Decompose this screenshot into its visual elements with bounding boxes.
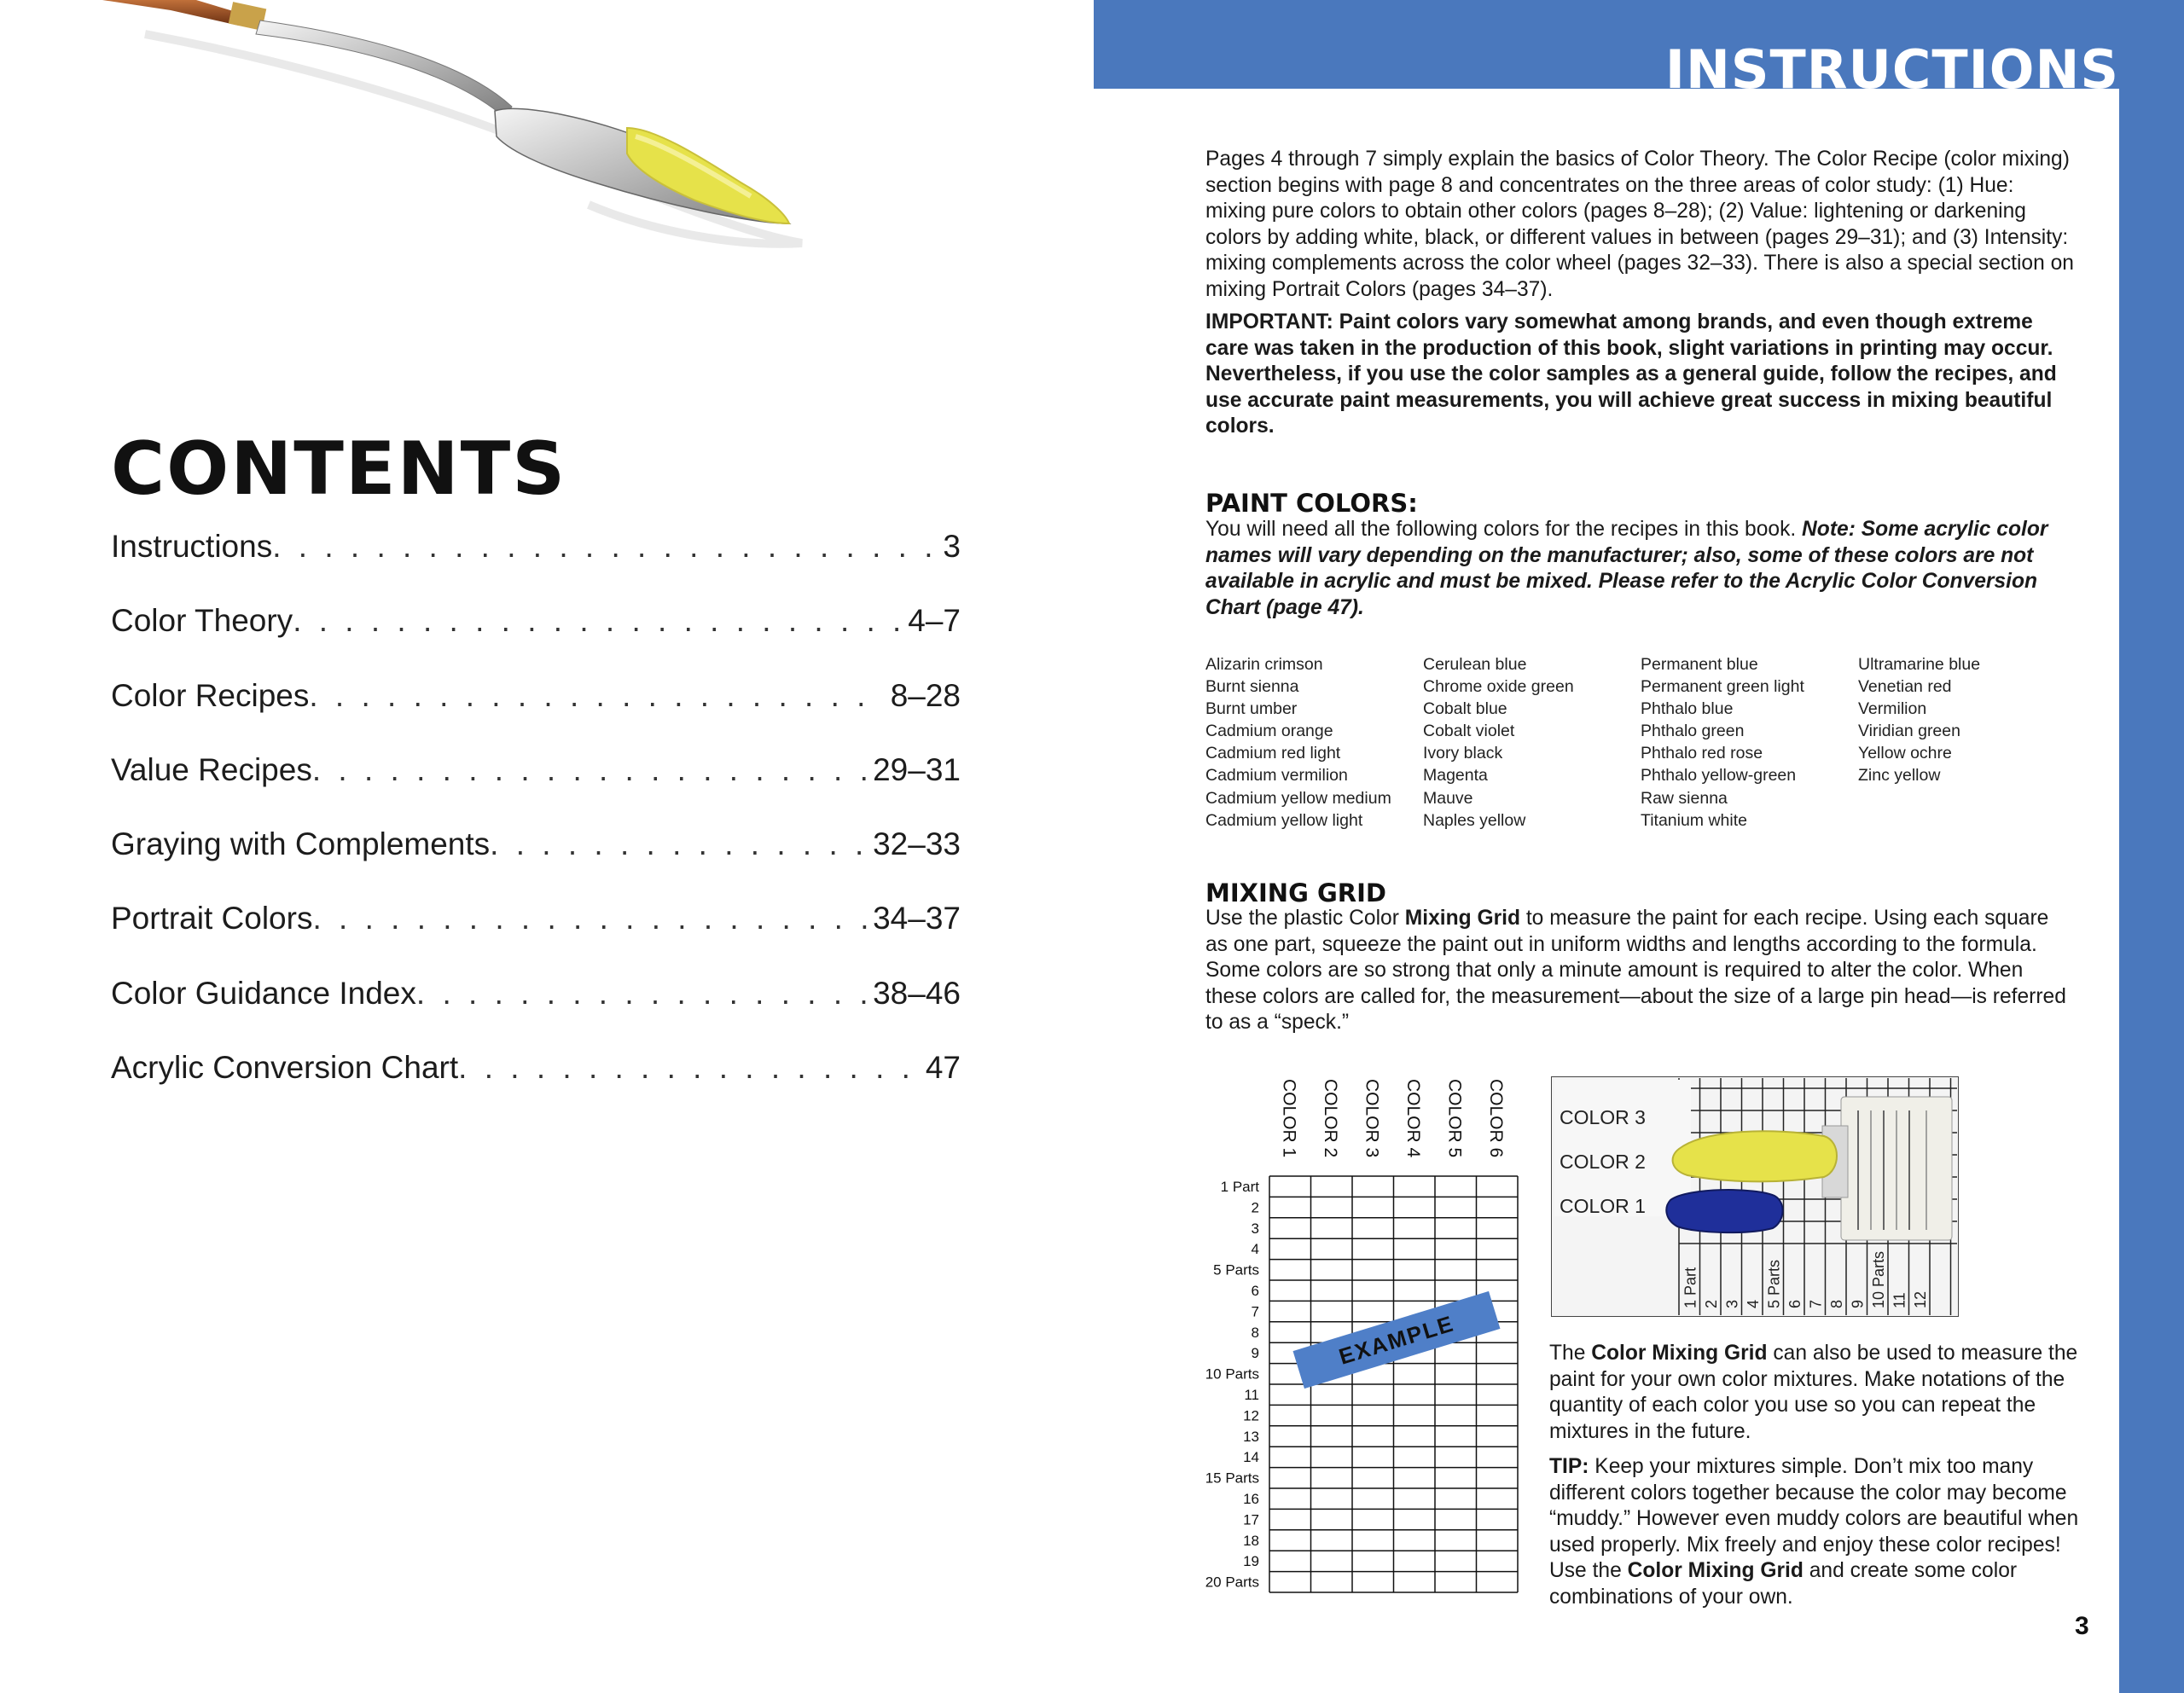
paint-colors-intro bbox=[1205, 517, 2076, 621]
toc-label: Portrait Colors bbox=[111, 901, 313, 936]
toc-page-number: 3 bbox=[943, 529, 961, 564]
grid-row-label: 10 Parts bbox=[1205, 1365, 1259, 1383]
photo-column-label: 9 bbox=[1849, 1299, 1867, 1308]
paint-color-item: Phthalo blue bbox=[1641, 699, 1734, 719]
mixing-text-1: Use the plastic Color bbox=[1205, 907, 1405, 930]
paint-color-item: Ultramarine blue bbox=[1858, 655, 1981, 674]
grid-text-2: can also be used to measure the paint for your own color mixtures. Make notations of the quantity of each color you use so you can repeat the mixtures in the future. bbox=[1549, 1342, 2078, 1443]
paint-color-item: Cerulean blue bbox=[1423, 655, 1527, 674]
photo-column-label: 8 bbox=[1827, 1299, 1845, 1308]
mixing-text-bold: Mixing Grid bbox=[1404, 907, 1521, 930]
toc-page-number: 32–33 bbox=[873, 826, 961, 862]
mixing-grid-diagram bbox=[1177, 1070, 1536, 1599]
toc-page-number: 38–46 bbox=[873, 975, 961, 1011]
paint-color-item: Phthalo green bbox=[1641, 722, 1745, 741]
toc-leader-dots bbox=[309, 678, 885, 714]
paint-intro-text: You will need all the following colors for the recipes in this book. bbox=[1205, 518, 1797, 541]
tip-label: TIP: bbox=[1549, 1455, 1589, 1478]
paint-color-item: Magenta bbox=[1423, 766, 1488, 786]
grid-row-label: 3 bbox=[1251, 1220, 1259, 1237]
paint-color-item: Cobalt violet bbox=[1423, 722, 1515, 741]
photo-column-label: 3 bbox=[1723, 1299, 1741, 1308]
toc-entry-color-recipes[interactable] bbox=[111, 678, 961, 752]
grid-row-label: 7 bbox=[1251, 1303, 1259, 1320]
toc-leader-dots bbox=[312, 901, 868, 936]
photo-column-label: 2 bbox=[1702, 1299, 1720, 1308]
grid-row-label: 11 bbox=[1244, 1387, 1259, 1403]
paint-color-item: Cadmium vermilion bbox=[1205, 766, 1348, 786]
photo-row-label: COLOR 1 bbox=[1560, 1195, 1646, 1217]
paint-color-item: Permanent green light bbox=[1641, 677, 1804, 697]
photo-column-label: 12 bbox=[1911, 1290, 1929, 1308]
paint-color-list-4 bbox=[1858, 653, 2076, 787]
paint-color-item: Permanent blue bbox=[1641, 655, 1758, 674]
paint-color-item: Venetian red bbox=[1858, 677, 1952, 697]
toc-entry-acrylic-conversion-chart[interactable] bbox=[111, 1050, 961, 1124]
grid-row-label: 12 bbox=[1243, 1407, 1259, 1424]
toc-entry-portrait-colors[interactable] bbox=[111, 901, 961, 975]
photo-column-label: 7 bbox=[1807, 1299, 1825, 1308]
important-notice: IMPORTANT: Paint colors vary somewhat among brands, and even though extreme care was taken in the production of this book, slight variations in printing may occur. Nevertheless, if you use the color samples as a general guide, follow the recipes, and use accurate paint measurements, you will achieve great success in mixing beautiful colors. bbox=[1205, 310, 2057, 438]
paint-color-item: Naples yellow bbox=[1423, 810, 1526, 830]
paint-color-item: Cobalt blue bbox=[1423, 699, 1507, 719]
tip-text-2: and create some color combinations of your own. bbox=[1549, 1559, 2018, 1609]
paint-color-item: Chrome oxide green bbox=[1423, 677, 1574, 697]
photo-column-label: 4 bbox=[1744, 1299, 1762, 1308]
table-of-contents bbox=[111, 529, 961, 1124]
paint-note: Note: Some acrylic color names will vary depending on the manufacturer; also, some of these colors are not available in acrylic and must be mixed. Please refer to the Acrylic Color Conversion Chart (page 47). bbox=[1205, 518, 2048, 619]
grid-usage-paragraph bbox=[1549, 1341, 2095, 1445]
blue-paint-strip bbox=[1666, 1190, 1782, 1232]
toc-entry-value-recipes[interactable] bbox=[111, 752, 961, 826]
paint-color-item: Alizarin crimson bbox=[1205, 655, 1323, 674]
example-label: EXAMPLE bbox=[1335, 1310, 1458, 1370]
photo-column-label: 11 bbox=[1891, 1292, 1908, 1308]
grid-text-bold: Color Mixing Grid bbox=[1591, 1342, 1768, 1365]
paint-color-item: Titanium white bbox=[1641, 810, 1747, 830]
page-number: 3 bbox=[2075, 1612, 2089, 1640]
grid-photo-illustration bbox=[1551, 1076, 1959, 1317]
grid-row-label: 9 bbox=[1251, 1345, 1259, 1362]
photo-column-label: 10 Parts bbox=[1869, 1250, 1887, 1308]
toc-label: Color Guidance Index bbox=[111, 975, 416, 1011]
toc-leader-dots bbox=[416, 976, 868, 1012]
header-bar bbox=[1094, 0, 2184, 89]
toc-label: Value Recipes bbox=[111, 751, 312, 787]
grid-row-label: 20 Parts bbox=[1205, 1574, 1259, 1591]
toc-leader-dots bbox=[293, 603, 903, 639]
paint-color-item: Vermilion bbox=[1858, 699, 1927, 719]
toc-leader-dots bbox=[490, 826, 868, 862]
toc-leader-dots bbox=[272, 529, 938, 565]
grid-row-label: 19 bbox=[1243, 1553, 1259, 1570]
toc-leader-dots bbox=[312, 752, 868, 788]
toc-entry-graying-with-complements[interactable] bbox=[111, 826, 961, 901]
toc-label: Graying with Complements bbox=[111, 826, 491, 862]
paint-color-item: Burnt umber bbox=[1205, 699, 1298, 719]
mixing-grid-paragraph bbox=[1205, 906, 2076, 1036]
photo-row-label: COLOR 3 bbox=[1560, 1106, 1646, 1128]
palette-knife-illustration bbox=[0, 0, 819, 256]
example-badge bbox=[1293, 1291, 1501, 1389]
grid-row-label: 2 bbox=[1251, 1199, 1259, 1216]
tip-text-bold: Color Mixing Grid bbox=[1627, 1559, 1804, 1582]
grid-column-label: COLOR 6 bbox=[1485, 1079, 1506, 1158]
paint-color-item: Burnt sienna bbox=[1205, 677, 1299, 697]
photo-column-label: 5 Parts bbox=[1765, 1259, 1783, 1308]
toc-page-number: 4–7 bbox=[908, 603, 961, 639]
toc-page-number: 29–31 bbox=[873, 751, 961, 787]
grid-column-label: COLOR 2 bbox=[1320, 1079, 1340, 1158]
paint-color-item: Yellow ochre bbox=[1858, 744, 1952, 763]
grid-column-labels bbox=[1279, 1079, 1506, 1158]
grid-column-label: COLOR 4 bbox=[1403, 1079, 1423, 1158]
toc-label: Acrylic Conversion Chart bbox=[111, 1050, 459, 1086]
mixing-grid-heading: MIXING GRID bbox=[1205, 878, 1386, 907]
paint-color-item: Ivory black bbox=[1423, 744, 1503, 763]
toc-leader-dots bbox=[458, 1050, 921, 1086]
toc-label: Color Recipes bbox=[111, 677, 310, 713]
mixing-text-2: to measure the paint for each recipe. Using each square as one part, squeeze the paint out in uniform widths and lengths according to the formula. Some colors are so strong that only a minute amount is required to alter the color. When these colors are called for, the measurement—about the size of a large pin head—is referred to as a “speck.” bbox=[1205, 907, 2066, 1034]
intro-paragraph: Pages 4 through 7 simply explain the basics of Color Theory. The Color Recipe (color mixing) section begins with page 8 and concentrates on the three areas of color study: (1) Hue: mixing pure colors to obtain other colors (pages 8–28); (2) Value: lightening or darkening colors by adding white, black, or different values in between (pages 29–31); and (3) Intensity: mixing complements across the color wheel (pages 32–33). There is also a special section on mixing Portrait Colors (pages 34–37). bbox=[1205, 148, 2074, 301]
grid-column-label: COLOR 1 bbox=[1279, 1079, 1299, 1158]
toc-entry-instructions[interactable] bbox=[111, 529, 961, 603]
paint-color-item: Raw sienna bbox=[1641, 788, 1728, 808]
grid-text-1: The bbox=[1549, 1342, 1592, 1365]
grid-row-label: 4 bbox=[1251, 1241, 1259, 1258]
grid-row-label: 13 bbox=[1243, 1428, 1259, 1445]
grid-row-label: 15 Parts bbox=[1205, 1470, 1259, 1487]
paint-color-item: Mauve bbox=[1423, 788, 1473, 808]
page-title: INSTRUCTIONS bbox=[1664, 38, 2119, 89]
contents-title: CONTENTS bbox=[111, 426, 567, 512]
grid-row-label: 8 bbox=[1251, 1324, 1259, 1341]
grid-column-label: COLOR 5 bbox=[1444, 1079, 1465, 1158]
photo-column-label: 1 Part bbox=[1682, 1267, 1699, 1308]
paint-color-item: Cadmium yellow medium bbox=[1205, 788, 1391, 808]
toc-page-number: 47 bbox=[925, 1050, 961, 1086]
photo-row-label: COLOR 2 bbox=[1560, 1151, 1646, 1173]
grid-row-label: 14 bbox=[1243, 1449, 1259, 1466]
toc-entry-color-guidance-index[interactable] bbox=[111, 976, 961, 1050]
photo-column-label: 6 bbox=[1786, 1299, 1804, 1308]
paint-color-list-1 bbox=[1205, 653, 1423, 832]
grid-row-label: 6 bbox=[1251, 1283, 1259, 1299]
grid-column-label: COLOR 3 bbox=[1362, 1079, 1382, 1158]
side-color-strip bbox=[2119, 89, 2184, 1693]
toc-page-number: 8–28 bbox=[890, 677, 961, 713]
grid-row-label: 16 bbox=[1243, 1491, 1259, 1507]
toc-page-number: 34–37 bbox=[873, 901, 961, 936]
paint-color-list-2 bbox=[1423, 653, 1641, 832]
paint-color-item: Phthalo red rose bbox=[1641, 744, 1763, 763]
toc-entry-color-theory[interactable] bbox=[111, 603, 961, 677]
grid-row-labels bbox=[1205, 1179, 1260, 1591]
paint-color-list-3 bbox=[1641, 653, 1858, 832]
tip-paragraph bbox=[1549, 1454, 2095, 1610]
paint-color-item: Cadmium orange bbox=[1205, 722, 1333, 741]
grid-row-label: 1 Part bbox=[1220, 1179, 1259, 1195]
grid-row-label: 18 bbox=[1243, 1532, 1259, 1549]
paint-color-item: Cadmium yellow light bbox=[1205, 810, 1363, 830]
yellow-paint-strip bbox=[1673, 1131, 1837, 1181]
paint-color-item: Cadmium red light bbox=[1205, 744, 1341, 763]
paint-color-item: Viridian green bbox=[1858, 722, 1960, 741]
paint-color-item: Phthalo yellow-green bbox=[1641, 766, 1797, 786]
paint-color-item: Zinc yellow bbox=[1858, 766, 1941, 786]
grid-row-label: 5 Parts bbox=[1213, 1261, 1259, 1278]
tip-text-1: Keep your mixtures simple. Don’t mix too many different colors together because the color may become “muddy.” However even muddy colors are beautiful when used properly. Mix freely and enjoy these color recipes! Use the bbox=[1549, 1455, 2079, 1582]
toc-label: Instructions bbox=[111, 529, 273, 564]
toc-label: Color Theory bbox=[111, 603, 293, 639]
paint-colors-heading: PAINT COLORS: bbox=[1205, 489, 1418, 518]
grid-row-label: 17 bbox=[1243, 1511, 1259, 1528]
